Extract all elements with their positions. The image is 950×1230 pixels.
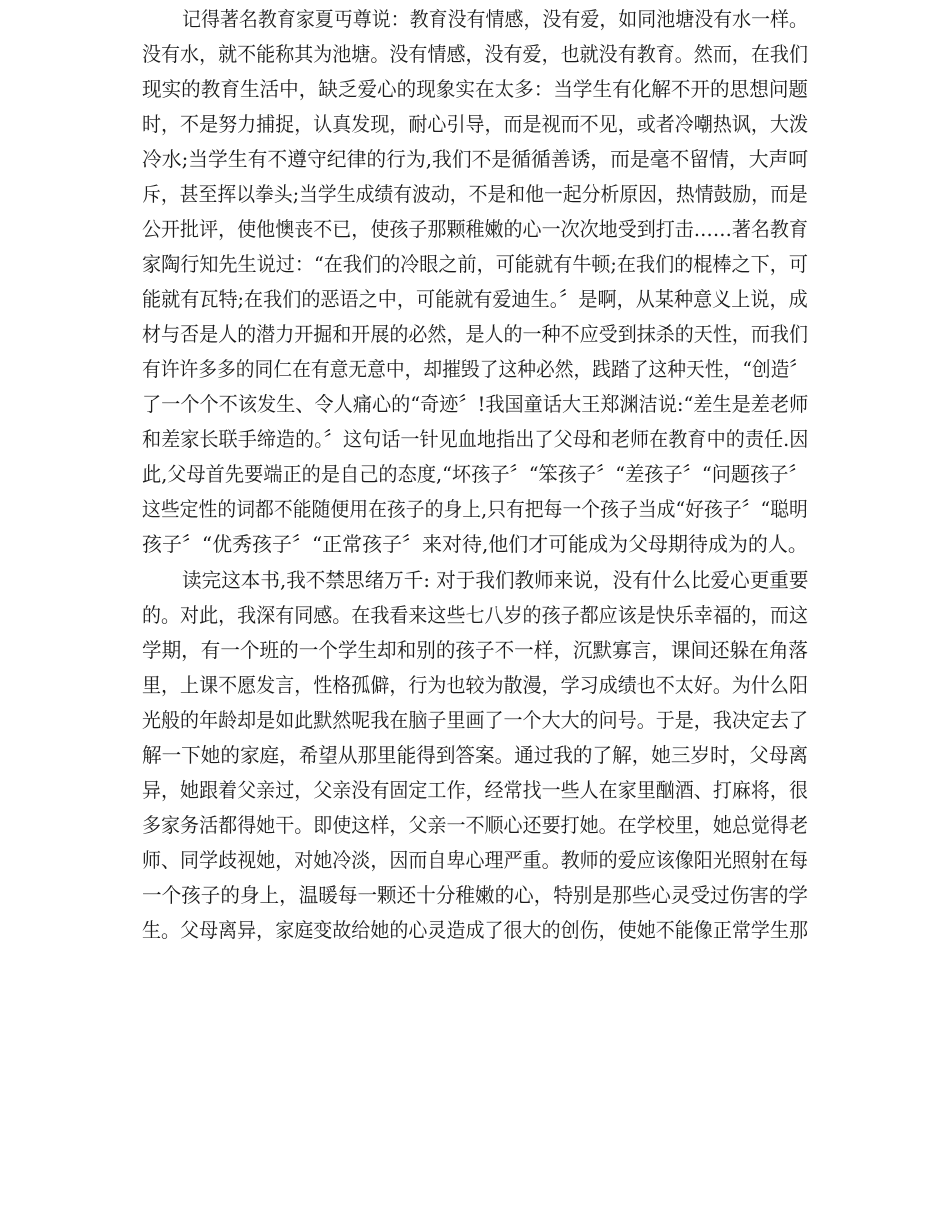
text-line: 没有水，就不能称其为池塘。没有情感，没有爱，也就没有教育。然而，在我们 <box>142 42 808 66</box>
text-line: 有许许多多的同仁在有意无意中，却摧毁了这种必然，践踏了这种天性，“创造〞 <box>142 357 809 381</box>
text-line: 此,父母首先要端正的是自己的态度,“坏孩子〞“笨孩子〞“差孩子〞“问题孩子〞 <box>142 462 808 486</box>
text-line: 生。父母离异，家庭变故给她的心灵造成了很大的创伤，使她不能像正常学生那 <box>142 918 808 942</box>
text-line: 公开批评，使他懊丧不已，使孩子那颗稚嫩的心一次次地受到打击……著名教育 <box>142 217 808 241</box>
text-line: 读完这本书,我不禁思绪万千: 对于我们教师来说，没有什么比爱心更重要 <box>182 568 809 592</box>
text-line: 的。对此，我深有同感。在我看来这些七八岁的孩子都应该是快乐幸福的，而这 <box>142 603 808 627</box>
text-line: 记得著名教育家夏丏尊说：教育没有情感，没有爱，如同池塘没有水一样。 <box>182 7 809 31</box>
text-line: 能就有瓦特;在我们的恶语之中，可能就有爱迪生。〞是啊，从某种意义上说，成 <box>142 287 808 311</box>
text-line: 现实的教育生活中，缺乏爱心的现象实在太多：当学生有化解不开的思想问题 <box>142 77 808 101</box>
text-line: 和差家长联手缔造的。〞这句话一针见血地指出了父母和老师在教育中的责任.因 <box>142 427 809 451</box>
text-line: 光般的年龄却是如此默然呢我在脑子里画了一个大大的问号。于是，我决定去了 <box>142 708 808 732</box>
text-line: 冷水;当学生有不遵守纪律的行为,我们不是循循善诱，而是毫不留情，大声呵 <box>142 147 809 171</box>
text-line: 学期，有一个班的一个学生却和别的孩子不一样，沉默寡言，课间还躲在角落 <box>142 638 808 662</box>
text-line: 多家务活都得她干。即使这样，父亲一不顺心还要打她。在学校里，她总觉得老 <box>142 813 808 837</box>
text-line: 里，上课不愿发言，性格孤僻，行为也较为散漫，学习成绩也不太好。为什么阳 <box>142 673 808 697</box>
text-line: 了一个个不该发生、令人痛心的“奇迹〞!我国童话大王郑渊洁说:“差生是差老师 <box>142 392 809 416</box>
text-line: 孩子〞“优秀孩子〞“正常孩子〞来对待,他们才可能成为父母期待成为的人。 <box>142 532 808 556</box>
text-line: 师、同学歧视她，对她冷淡，因而自卑心理严重。教师的爱应该像阳光照射在每 <box>142 848 808 872</box>
text-line: 时，不是努力捕捉，认真发现，耐心引导，而是视而不见，或者冷嘲热讽，大泼 <box>142 112 808 136</box>
text-line: 解一下她的家庭，希望从那里能得到答案。通过我的了解，她三岁时，父母离 <box>142 743 808 767</box>
text-line: 异，她跟着父亲过，父亲没有固定工作，经常找一些人在家里酗酒、打麻将，很 <box>142 778 808 802</box>
text-line: 材与否是人的潜力开掘和开展的必然，是人的一种不应受到抹杀的天性，而我们 <box>142 322 808 346</box>
text-line: 这些定性的词都不能随便用在孩子的身上,只有把每一个孩子当成“好孩子〞“聪明 <box>142 497 808 521</box>
text-line: 家陶行知先生说过：“在我们的冷眼之前，可能就有牛顿;在我们的棍棒之下，可 <box>142 252 808 276</box>
text-line: 一个孩子的身上，温暖每一颗还十分稚嫩的心，特别是那些心灵受过伤害的学 <box>142 883 808 907</box>
text-line: 斥，甚至挥以拳头;当学生成绩有波动，不是和他一起分析原因，热情鼓励，而是 <box>142 182 808 206</box>
